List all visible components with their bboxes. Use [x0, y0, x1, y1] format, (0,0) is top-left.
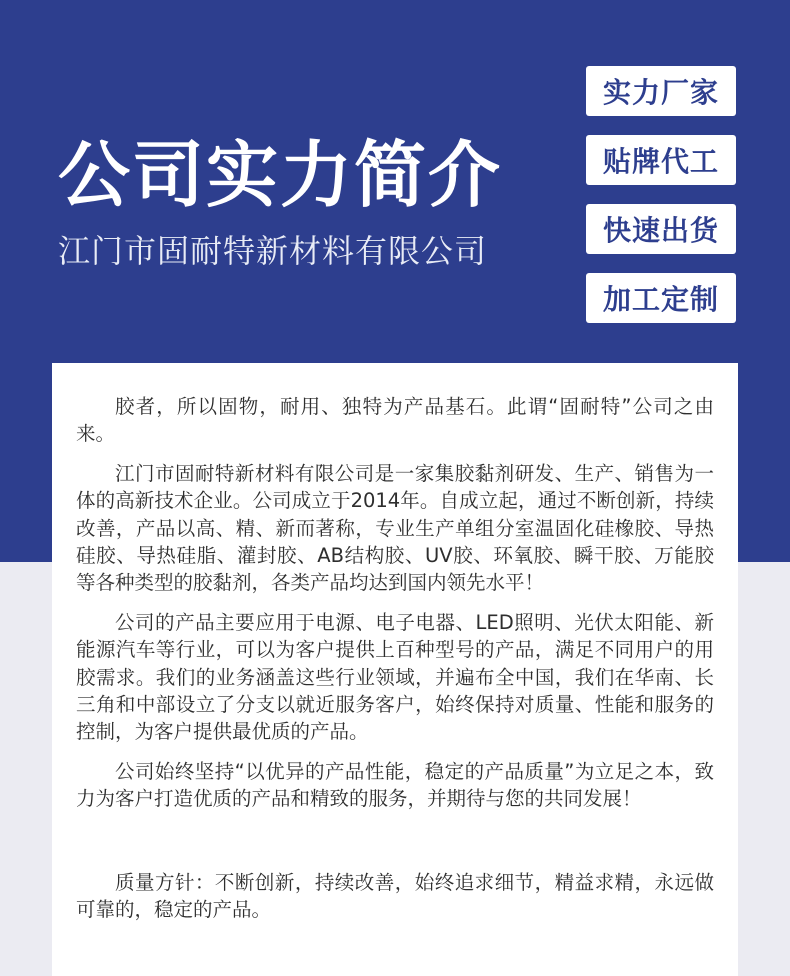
company-name: 江门市固耐特新材料有限公司 — [58, 232, 488, 270]
quality-policy: 质量方针：不断创新，持续改善，始终追求细节，精益求精，永远做可靠的，稳定的产品。 — [76, 870, 714, 922]
intro-card — [52, 363, 738, 976]
intro-paragraph-commitment: 公司始终坚持“以优异的产品性能，稳定的产品质量”为立足之本，致力为客户打造优质的产品和精致的服务，并期待与您的共同发展！ — [76, 759, 714, 811]
feature-badges — [586, 66, 736, 342]
intro-paragraph-company: 江门市固耐特新材料有限公司是一家集胶黏剂研发、生产、销售为一体的高新技术企业。公司成立于2014年。自成立起，通过不断创新，持续改善，产品以高、精、新而著称，专业生产单组分室温固化硅橡胶、导热硅胶、导热硅脂、灌封胶、AB结构胶、UV胶、环氧胶、瞬干胶、万能胶等各种类型的胶黏剂，各类产品均达到国内领先水平！ — [76, 461, 714, 595]
intro-paragraph-applications: 公司的产品主要应用于电源、电子电器、LED照明、光伏太阳能、新能源汽车等行业，可以为客户提供上百种型号的产品，满足不同用户的用胶需求。我们的业务涵盖这些行业领域，并遍布全中国，我们在华南、长三角和中部设立了分支以就近服务客户，始终保持对质量、性能和服务的控制，为客户提供最优质的产品。 — [76, 610, 714, 744]
intro-paragraph-origin: 胶者，所以固物，耐用、独特为产品基石。此谓“固耐特”公司之由来。 — [76, 395, 714, 446]
badge-strength-manufacturer: 实力厂家 — [586, 66, 736, 116]
page-title: 公司实力简介 — [58, 133, 503, 217]
badge-custom-processing: 加工定制 — [586, 273, 736, 323]
badge-oem: 贴牌代工 — [586, 135, 736, 185]
badge-fast-delivery: 快速出货 — [586, 204, 736, 254]
